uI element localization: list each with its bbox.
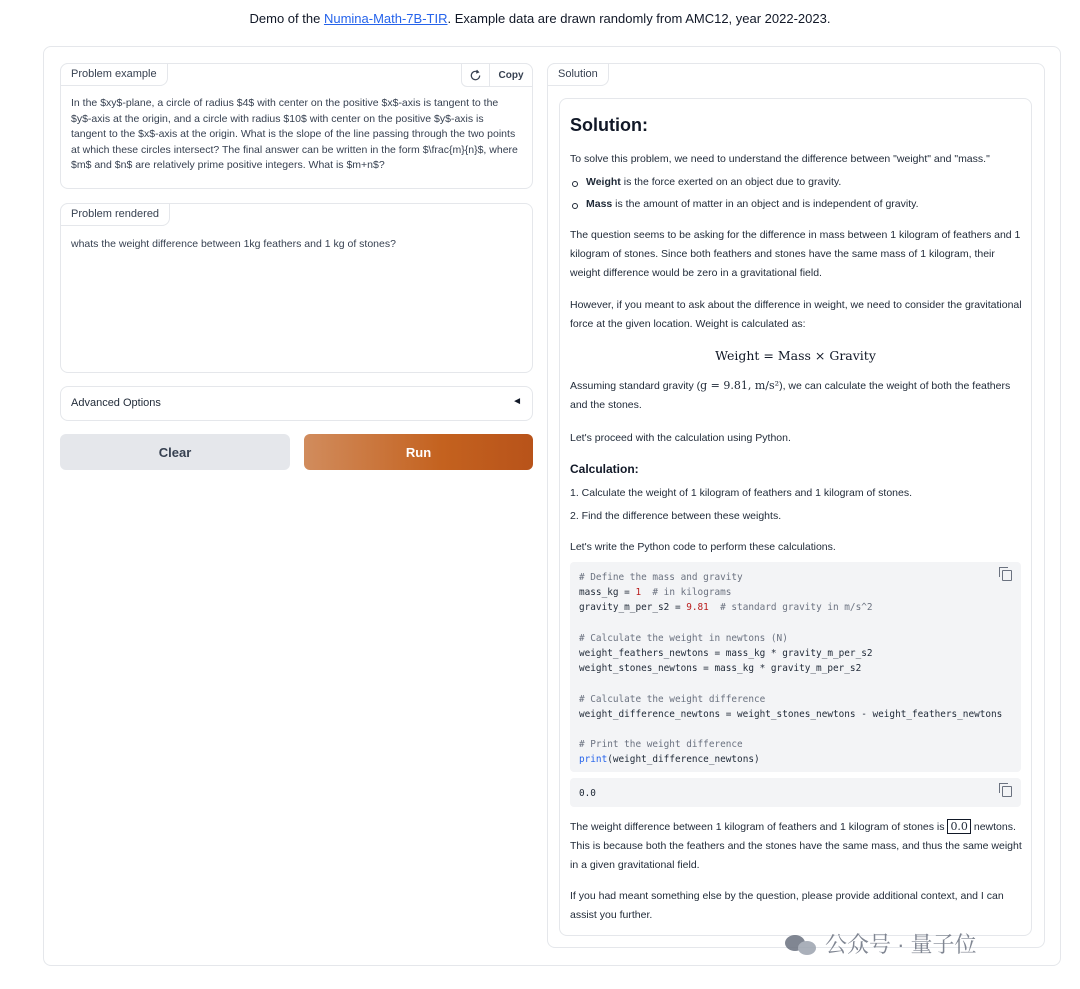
- code-line-gravity: gravity_m_per_s2 =: [579, 602, 687, 614]
- solution-title: Solution:: [570, 115, 648, 135]
- advanced-options-label: Advanced Options: [71, 397, 161, 409]
- solution-para-7: If you had meant something else by the question, please provide additional context, and I can assist you further.: [570, 890, 1004, 921]
- watermark: [785, 928, 977, 959]
- page-header: [0, 11, 1080, 26]
- code-line-mass: mass_kg =: [579, 587, 636, 599]
- problem-example-text: In the $xy$-plane, a circle of radius $4$ with center on the positive $x$-axis is tangent to the $y$-axis at the origin, and a circle with radius $10$ with center on the positive $y$-axis is tangent to the $x$-axis at the origin. What is the slope of the line passing through the two points at which these circles intersect? The final answer can be written in the form $\frac{m}{n}$, where $m$ and $n$ are relatively prime positive integers. What is $m+n$?: [71, 97, 518, 171]
- copy-button[interactable]: Copy: [489, 63, 533, 87]
- code-line-difference: weight_difference_newtons = weight_stones_newtons - weight_feathers_newtons: [579, 708, 1003, 720]
- code-print-fn: print: [579, 754, 608, 766]
- wechat-icon: [785, 933, 819, 955]
- solution-para-3: [570, 376, 1022, 415]
- para3-start: Assuming standard gravity (: [570, 380, 701, 392]
- step-2: 2. Find the difference between these weights.: [570, 510, 782, 522]
- code-output-block: [570, 778, 1021, 807]
- code-num-mass: 1: [635, 587, 642, 599]
- bullet-weight-desc: is the force exerted on an object due to gravity.: [620, 176, 842, 188]
- bullet-weight: [586, 176, 841, 188]
- code-comment-gravity: # standard gravity in m/s^2: [708, 602, 873, 614]
- solution-para-4: Let's proceed with the calculation using Python.: [570, 432, 791, 444]
- para6-start: The weight difference between 1 kilogram of feathers and 1 kilogram of stones is: [570, 821, 948, 833]
- step-1: 1. Calculate the weight of 1 kilogram of feathers and 1 kilogram of stones.: [570, 487, 913, 499]
- boxed-answer: 0.0: [947, 819, 971, 834]
- copy-output-icon[interactable]: [1002, 786, 1012, 797]
- clear-button[interactable]: Clear: [60, 434, 290, 470]
- solution-tab-label: Solution: [547, 63, 609, 86]
- code-comment-mass: # in kilograms: [641, 587, 732, 599]
- refresh-button[interactable]: [461, 63, 490, 87]
- solution-para-1: The question seems to be asking for the difference in mass between 1 kilogram of feathers and 1 kilogram of stones. Since both feathers and stones have the same mass of 1 kilogram, their weight difference would be zero in a gravitational field.: [570, 229, 1021, 279]
- problem-rendered-label: Problem rendered: [60, 203, 170, 226]
- code-comment-4: # Print the weight difference: [579, 739, 743, 751]
- code-comment-3: # Calculate the weight difference: [579, 693, 766, 705]
- solution-intro: To solve this problem, we need to understand the difference between "weight" and "mass.": [570, 153, 990, 165]
- problem-example-label: Problem example: [60, 63, 168, 86]
- python-code-block: [570, 562, 1021, 772]
- refresh-icon: [469, 69, 482, 82]
- header-suffix: . Example data are drawn randomly from AMC12, year 2022-2023.: [447, 11, 831, 26]
- code-comment-2: # Calculate the weight in newtons (N): [579, 632, 788, 644]
- bullet-weight-term: Weight: [586, 176, 621, 188]
- para6-end: newtons. This is because both the feathers and the stones have the same mass, and thus the same weight in a given gravitational field.: [570, 821, 1022, 871]
- copy-code-icon[interactable]: [1002, 570, 1012, 581]
- header-prefix: Demo of the: [249, 11, 324, 26]
- bullet-mass-term: Mass: [586, 198, 613, 210]
- bullet-mass-desc: is the amount of matter in an object and is independent of gravity.: [612, 198, 919, 210]
- code-comment-1: # Define the mass and gravity: [579, 572, 743, 583]
- calculation-heading: Calculation:: [570, 462, 639, 476]
- solution-content: [559, 98, 1032, 936]
- problem-example-box: [60, 63, 533, 189]
- caret-left-icon: ◄: [512, 396, 522, 407]
- solution-para-2: However, if you meant to ask about the difference in weight, we need to consider the gravitational force at the given location. Weight is calculated as:: [570, 299, 1022, 330]
- code-print-args: (weight_difference_newtons): [607, 754, 760, 766]
- problem-rendered-box[interactable]: [60, 203, 533, 373]
- code-num-gravity: 9.81: [686, 602, 709, 614]
- run-button[interactable]: Run: [304, 434, 533, 470]
- code-line-feathers: weight_feathers_newtons = mass_kg * gravity_m_per_s2: [579, 648, 873, 660]
- bullet-mass: [586, 198, 919, 210]
- code-output: 0.0: [579, 788, 596, 799]
- weight-formula: Weight = Mass × Gravity: [715, 348, 876, 363]
- watermark-text: 公众号 · 量子位: [825, 932, 977, 957]
- para3-end: ), we can calculate the weight of both the feathers and the stones.: [570, 380, 1011, 411]
- code-line-stones: weight_stones_newtons = mass_kg * gravity_m_per_s2: [579, 663, 862, 675]
- model-link[interactable]: Numina-Math-7B-TIR: [323, 11, 448, 26]
- problem-rendered-text[interactable]: whats the weight difference between 1kg feathers and 1 kg of stones?: [71, 238, 396, 250]
- solution-para-5: Let's write the Python code to perform these calculations.: [570, 541, 836, 553]
- gravity-math: g = 9.81, m/s²: [700, 379, 780, 392]
- solution-para-6: [570, 817, 1022, 875]
- advanced-options-accordion[interactable]: [60, 386, 533, 421]
